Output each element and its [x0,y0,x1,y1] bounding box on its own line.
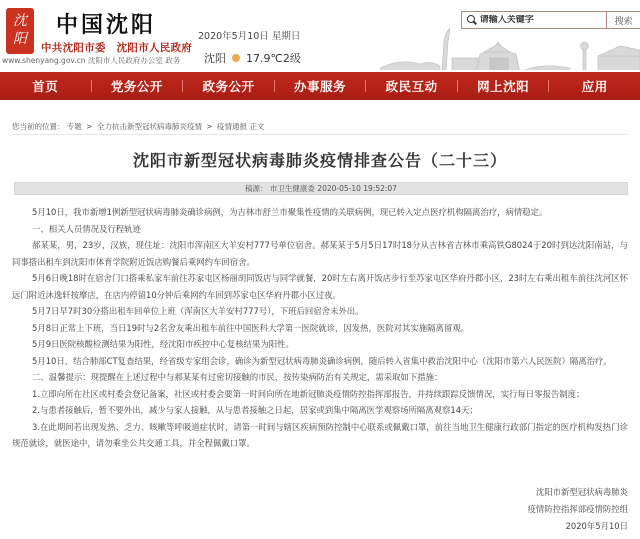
search-icon [462,12,480,28]
weather-city: 沈阳 [204,52,226,65]
article-title: 沈阳市新型冠状病毒肺炎疫情排查公告（二十三） [132,151,507,170]
breadcrumb [12,121,264,132]
nav-item-services[interactable]: 办事服务 [294,79,347,94]
city-skyline-banner [380,28,640,70]
article-meta: 稿源： 市卫生健康委 2020-05-10 19:52:07 [14,182,628,195]
article-signature [528,484,629,535]
main-nav [0,72,640,100]
article-paragraph: 5月7日早7时30分搭出租车回单位上班（浑南区大羊安村777号），下班后回宿舍未外出。 [32,306,364,316]
signature-line-2: 疫情防控指挥部疫情防控组 [527,504,628,514]
current-date: 2020年5月10日 星期日 [198,31,301,42]
signature-date: 2020年5月10日 [565,521,628,531]
article-paragraph: 3.在此期间若出现发热、乏力、咳嗽等呼吸道症状时，请第一时间与辖区疾病预防控制中心联系或佩戴口罩，前往当地卫生健康行政部门指定的医疗机构发热门诊规范就诊，就医途中，请勿乘坐公共交通工具，并全程佩戴口罩。 [12,421,628,448]
article-paragraph: 5月9日医院核酸检测结果为阳性，经沈阳市疾控中心复核结果为阳性。 [32,339,294,349]
weather-temperature: 17.9℃ [246,52,283,65]
article-paragraph: 郝某某，男，23岁，汉族，现住址：沈阳市浑南区大羊安村777号单位宿舍。郝某某于5月5日17时18分从吉林省吉林市乘高铁G8024于20时到达沈阳南站，与同事搭出租车到沈阳市体育学院附近饭店购餐后乘网约车回宿舍。 [12,240,628,267]
article-paragraph: 5月6日晚18时在宿舍门口搭乘私家车前往苏家屯区杨丽胡同饭店与同学就餐，20时左右离开饭店步行至苏家屯区华府丹郡小区，23时左右乘出租车前往沈河区怀远门附近沐逸轩按摩店，在店内停留10分钟后乘网约车回到苏家屯区华府丹郡小区过夜。 [12,273,628,300]
nav-item-home[interactable]: 首页 [32,79,59,94]
breadcrumb-current: 正文 [249,122,265,131]
article-paragraph: 5月10日，我市新增1例新型冠状病毒肺炎确诊病例，为吉林市舒兰市聚集性疫情的关联病例，现已转入定点医疗机构隔离治疗，病情稳定。 [32,207,548,217]
breadcrumb-separator: > [86,122,93,131]
article-body [12,204,628,452]
search-bar [461,11,640,29]
section-heading: 一、相关人员情况及行程轨迹 [32,223,141,234]
breadcrumb-prefix: 您当前的位置： [12,122,65,131]
section-heading: 二、温馨提示：现提醒在上述过程中与郝某某有过密切接触的市民，按传染病防治有关规定，需采取如下措施： [32,372,443,382]
weather-widget [204,50,301,66]
article-paragraph: 5月10日，结合肺部CT复查结果，经省级专家组会诊，确诊为新型冠状病毒肺炎确诊病例，随后转入省集中救治沈阳中心（沈阳市第六人民医院）隔离治疗。 [32,355,612,366]
nav-item-government-affairs[interactable]: 政务公开 [202,79,255,94]
breadcrumb-link-bulletin[interactable]: 疫情通报 [217,122,248,131]
article-paragraph: 1.立即向所在社区或村委会登记备案，社区或村委会要第一时间向所在地新冠肺炎疫情防控指挥部报告，并持续跟踪反馈情况，实行每日零报告制度； [32,388,585,399]
search-button[interactable]: 搜索 [606,12,640,28]
site-logo[interactable] [6,8,34,54]
sun-icon [232,54,240,62]
site-url: www.shenyang.gov.cn 沈阳市人民政府办公室 政务 [2,56,181,65]
nav-item-online-shenyang[interactable]: 网上沈阳 [477,79,530,94]
breadcrumb-link-covid[interactable]: 全力抗击新型冠状病毒肺炎疫情 [96,122,202,131]
weather-wind: 2级 [282,52,301,65]
logo-glyph: 沈阳 [13,13,27,47]
breadcrumb-divider [12,134,628,135]
breadcrumb-link-topics[interactable]: 专题 [66,122,82,131]
breadcrumb-separator: > [206,122,213,131]
nav-item-apps[interactable]: 应用 [581,79,608,94]
article-paragraph: 2.与患者接触后，暂不要外出，减少与家人接触，从与患者接触之日起，居家或到集中隔离医学观察场所隔离观察14天； [32,405,478,415]
nav-item-interaction[interactable]: 政民互动 [385,79,438,94]
site-title[interactable]: 中国沈阳 [56,13,157,38]
site-subtitle: 中共沈阳市委 沈阳市人民政府 [41,42,193,54]
nav-item-party-affairs[interactable]: 党务公开 [110,79,163,94]
site-header [0,0,640,70]
signature-line-1: 沈阳市新型冠状病毒肺炎 [535,487,628,497]
search-input[interactable] [480,15,607,25]
article-paragraph: 5月8日正常上下班，当日19时与2名舍友乘出租车前往中国医科大学第一医院就诊，因发热，医院对其实施隔离留观。 [32,322,470,333]
